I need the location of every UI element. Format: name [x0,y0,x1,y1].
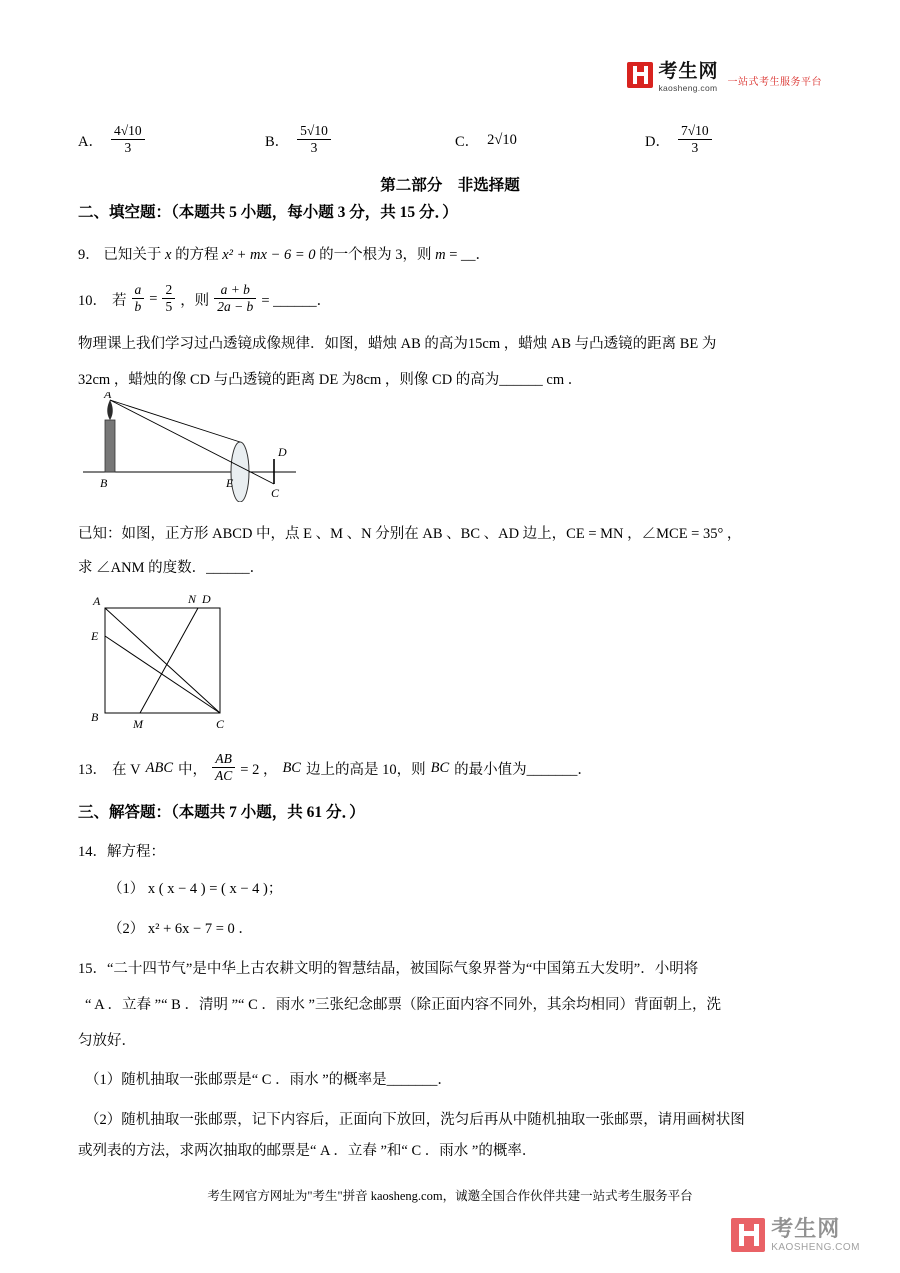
q9-text-c: 的一个根为 3，则 [319,247,432,263]
question-13 [78,752,592,784]
question-15-line3: 匀放好． [78,1033,136,1049]
q10-fraction-1 [132,282,145,314]
svg-text:B: B [100,476,108,490]
choice-d [645,124,712,156]
q9-number: 9． [78,247,100,263]
q10-f1-num: a [134,282,142,297]
q13-bc-2: BC [430,759,450,776]
lens-figure [78,392,318,502]
question-11-line1: 物理课上我们学习过凸透镜成像规律．如图，蜡烛 AB 的高为15cm ，蜡烛 AB 与凸透镜的距离 BE 为 [78,336,717,352]
svg-text:C: C [271,486,280,500]
q10-f3-num: a + b [220,282,250,297]
svg-text:D: D [278,445,287,459]
choice-d-label: D． [645,133,670,150]
choice-a-fraction [111,123,145,155]
q13-bc-1: BC [282,759,301,776]
q9-m: m [435,247,446,263]
q14-number: 14． [78,844,107,860]
logo-slogan: 一站式考生服务平台 [727,77,822,88]
question-15-part1: （1）随机抽取一张邮票是“ C ．雨水 ”的概率是_______． [85,1072,452,1088]
choice-c-value: 2√10 [487,132,517,148]
svg-text:M: M [133,717,143,731]
question-9 [78,243,490,264]
question-14-part1: （1） x ( x − 4 ) = ( x − 4 )； [108,881,283,897]
q13-text-b: 中， [178,761,207,778]
question-11-line2: 32cm ，蜡烛的像 CD 与凸透镜的距离 DE 为8cm ，则像 CD 的高为______ cm ． [78,372,583,388]
svg-text:A: A [104,392,112,401]
q10-fraction-3 [214,282,256,314]
q10-f2-num: 2 [162,282,175,299]
question-15-part2-line1: （2）随机抽取一张邮票，记下内容后，正面向下放回，洗匀后再从中随机抽取一张邮票，请用画树状图 [85,1112,745,1128]
q9-text-b: 的方程 [175,247,219,263]
choice-d-numerator: 7√10 [678,123,712,140]
q9-tail: = __． [449,247,491,263]
q9-equation: x² + mx − 6 = 0 [222,247,316,263]
q13-text-a: 在 V [112,761,141,778]
svg-text:A: A [93,594,101,608]
watermark-text [771,1217,860,1253]
section-fill-blank-heading: 二、填空题：（本题共 5 小题，每小题 3 分，共 15 分．） [78,204,458,221]
q13-text-d: 边上的高是 10，则 [305,761,426,778]
q15-line1-text: “二十四节气”是中华上古农耕文明的智慧结晶，被国际气象界誉为“中国第五大发明”．小明将 [107,961,699,977]
question-14-title [78,840,165,861]
site-logo [627,62,822,93]
svg-text:E: E [226,476,234,490]
question-15-line1 [78,957,698,978]
svg-text:D: D [202,592,211,606]
q10-f2-den: 5 [165,298,173,314]
q9-text-a: 已知关于 [103,247,162,263]
q14-title-text: 解方程： [107,844,165,860]
page-footer: 考生网官方网址为"考生"拼音 kaosheng.com，诚邀全国合作伙伴共建一站式考生服务平台 [207,1189,693,1203]
section-answer-heading: 三、解答题：（本题共 7 小题，共 61 分．） [78,804,365,821]
q9-variable: x [165,247,172,263]
choice-a-denominator: 3 [124,139,132,155]
svg-text:N: N [188,592,197,606]
watermark-sub: KAOSHENG.COM [771,1241,860,1253]
q13-equals: = 2 ， [240,761,278,778]
choice-a [78,124,145,156]
q13-triangle: ABC [145,759,173,776]
choice-a-numerator: 4√10 [111,123,145,140]
watermark-name: 考生网 [771,1216,841,1242]
question-12-line1: 已知：如图，正方形 ABCD 中，点 E 、M 、N 分别在 AB 、BC 、AD 边上，CE = MN ，∠MCE = 35° ， [78,526,742,542]
q10-text-b: ，则 [180,292,210,309]
choice-b [265,124,331,156]
svg-text:B: B [91,710,99,724]
q10-fraction-2 [162,282,175,314]
logo-sub: kaosheng.com [658,83,718,93]
choice-b-label: B． [265,133,290,150]
watermark-mark-icon [731,1218,765,1252]
q15-number: 15． [78,961,107,977]
q13-fraction [212,751,235,783]
q10-f3-den: 2a − b [217,298,254,314]
question-15-part2-line2: 或列表的方法，求两次抽取的邮票是“ A ．立春 ”和“ C ．雨水 ”的概率． [78,1143,537,1159]
choice-a-label: A． [78,133,103,150]
svg-text:E: E [91,629,99,643]
choice-b-numerator: 5√10 [297,123,331,140]
q10-f1-den: b [134,298,142,314]
question-14-part2: （2） x² + 6x − 7 = 0 ． [108,921,253,937]
logo-name: 考生网 [658,61,719,82]
choice-c-label: C． [455,134,480,150]
q13-tail: 的最小值为_______． [454,761,592,778]
part-two-title: 第二部分 非选择题 [380,177,520,194]
question-10 [78,283,331,315]
q10-tail: = ______． [261,292,332,309]
q10-number: 10． [78,292,107,309]
choice-b-fraction [297,123,331,155]
logo-text [658,62,718,93]
logo-mark-icon [627,62,653,88]
choice-c [455,130,517,151]
question-12-line2: 求 ∠ANM 的度数．______． [78,560,265,576]
square-figure [85,588,305,733]
choice-b-denominator: 3 [310,139,318,155]
q13-f-den: AC [215,767,233,783]
question-15-line2: “ A ．立春 ”“ B ．清明 ”“ C ．雨水 ”三张纪念邮票（除正面内容不同外，其余均相同）背面朝上，洗 [85,997,721,1013]
watermark-logo [731,1217,860,1253]
choice-d-fraction [678,123,712,155]
svg-text:C: C [216,717,225,731]
q13-f-num: AB [215,751,232,766]
q10-text-a: 若 [112,292,127,309]
q10-equals: = [149,290,158,307]
q13-number: 13． [78,761,107,778]
choice-d-denominator: 3 [691,139,699,155]
